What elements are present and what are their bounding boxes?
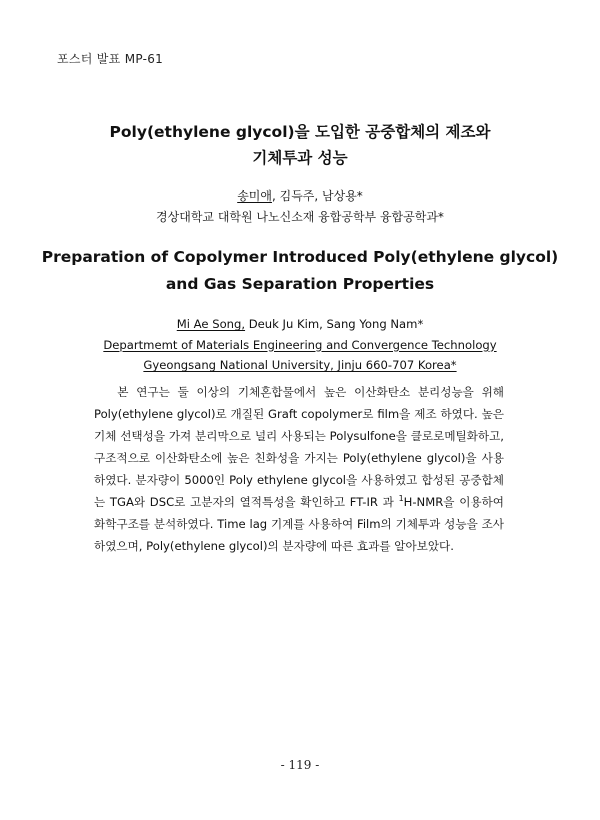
- abstract-text-part-2: H-NMR을 이용하여 화학구조를 분석하였다. Time lag 기계를 사용하여 Film의 기체투과 성능을 조사하였으며, Poly(ethylene glycol)의 분자량에 따른 효과를 알아보았다.: [94, 495, 504, 553]
- session-tag: 포스터 발표 MP-61: [57, 52, 164, 66]
- english-author-list: [40, 314, 560, 335]
- english-title: [30, 244, 570, 298]
- abstract-superscript: 1: [398, 494, 404, 504]
- english-coauthors: Deuk Ju Kim, Sang Yong Nam*: [245, 317, 424, 331]
- korean-title-line-1: Poly(ethylene glycol)을 도입한 공중합체의 제조와: [109, 123, 491, 141]
- english-title-line-1: Preparation of Copolymer Introduced Poly(ethylene glycol): [41, 248, 559, 266]
- korean-coauthors: , 김득주, 남상용*: [271, 189, 363, 203]
- korean-title: [40, 119, 560, 171]
- english-presenting-author: Mi Ae Song,: [176, 317, 246, 331]
- english-title-line-2: and Gas Separation Properties: [165, 275, 435, 293]
- korean-title-line-2: 기체투과 성능: [252, 149, 348, 167]
- korean-authors-block: [40, 186, 560, 228]
- korean-presenting-author: 송미애: [237, 189, 272, 203]
- korean-author-list: [40, 186, 560, 207]
- abstract-text-part-1: 본 연구는 둘 이상의 기체혼합물에서 높은 이산화탄소 분리성능을 위해 Poly(ethylene glycol)로 개질된 Graft copolymer로 film을 제조 하였다. 높은 기체 선택성을 가져 분리막으로 널리 사용되는 Polysulfone을 클로로메틸화하고, 구조적으로 이산화탄소에 높은 친화성을 가지는 Poly(ethylene glycol)을 사용하였다. 분자량이 5000인 Poly ethylene glycol을 사용하였고 합성된 공중합체는 TGA와 DSC로 고분자의 열적특성을 확인하고 FT-IR 과: [94, 385, 504, 509]
- english-authors-block: [40, 314, 560, 376]
- english-affiliation-line-2: Gyeongsang National University, Jinju 660-707 Korea*: [143, 358, 457, 372]
- page-number: - 119 -: [280, 758, 320, 772]
- korean-affiliation: 경상대학교 대학원 나노신소재 융합공학부 융합공학과*: [156, 210, 444, 224]
- english-affiliation-line-1: Departmemt of Materials Engineering and Convergence Technology: [103, 337, 497, 352]
- abstract-paragraph: [94, 381, 504, 557]
